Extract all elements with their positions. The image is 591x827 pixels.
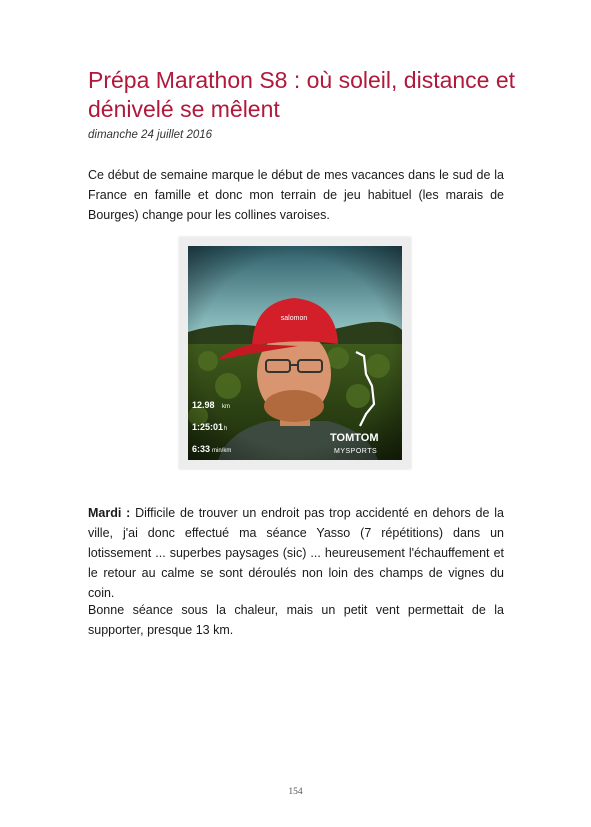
intro-paragraph: Ce début de semaine marque le début de mes vacances dans le sud de la France en famille et donc mon terrain de jeu habituel (les marais de Bourges) change pour les collines varoises.	[88, 168, 504, 222]
selfie-photo	[179, 237, 411, 469]
stat-duration-unit: h	[224, 426, 228, 432]
stat-pace-unit: min/km	[212, 448, 232, 454]
stat-duration-value: 1:25:01	[192, 422, 224, 432]
article-title: Prépa Marathon S8 : où soleil, distance et dénivelé se mêlent	[88, 67, 516, 122]
tomtom-logo-text: TOMTOM	[330, 432, 379, 444]
mardi-paragraph	[88, 503, 504, 603]
stat-distance-unit: km	[222, 404, 230, 410]
stat-distance-value: 12.98	[192, 400, 215, 410]
closing-paragraph: Bonne séance sous la chaleur, mais un petit vent permettait de la supporter, presque 13 km.	[88, 603, 504, 637]
mysports-text: MYSPORTS	[334, 448, 378, 455]
article-date: dimanche 24 juillet 2016	[88, 129, 213, 141]
stat-pace-value: 6:33	[192, 444, 211, 454]
photo-image	[188, 246, 402, 460]
mardi-label: Mardi :	[88, 506, 131, 520]
mardi-text: Difficile de trouver un endroit pas trop accidenté en dehors de la ville, j'ai donc effectué ma séance Yasso (7 répétitions) dans un lotissement ... superbes paysages (sic) ... heureusement l'échauffement et le retour au calme se sont déroulés non loin des champs de vignes du coin.	[88, 506, 504, 600]
page-number: 154	[288, 787, 303, 797]
